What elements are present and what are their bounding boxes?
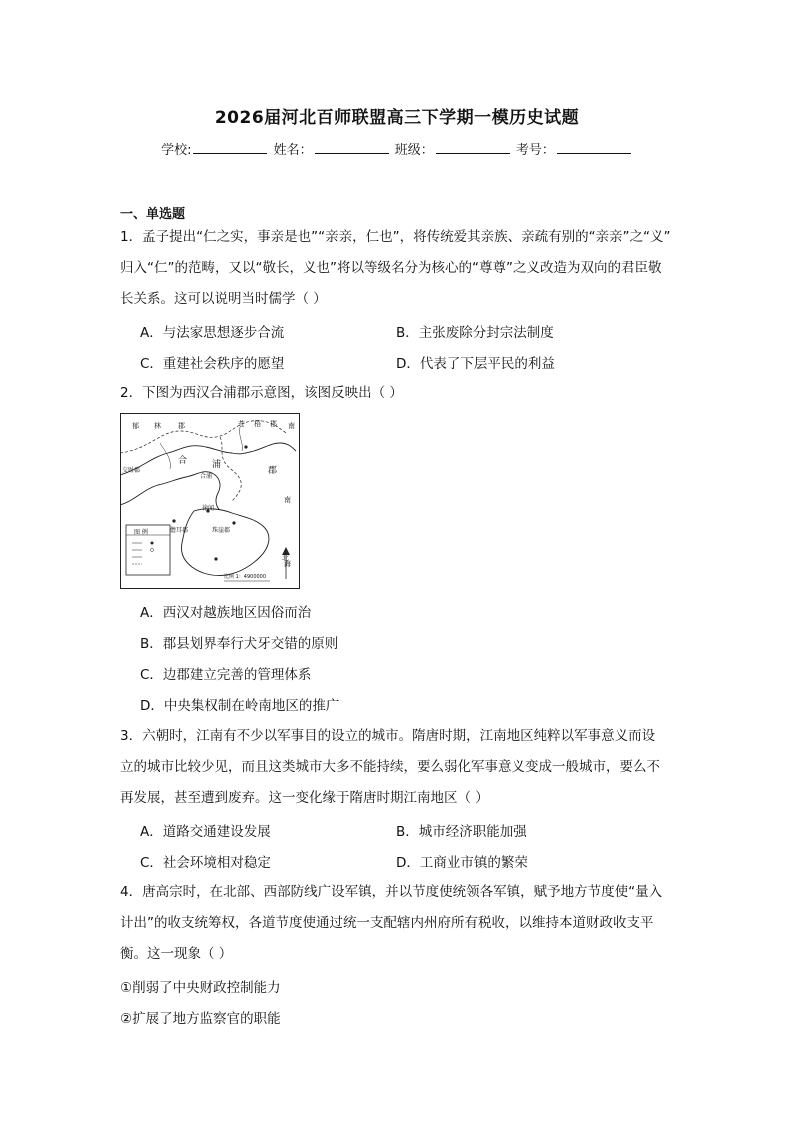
- map-place: 珠崖郡: [212, 527, 231, 534]
- question-2-option-d[interactable]: D．中央集权制在岭南地区的推广: [140, 698, 340, 714]
- question-2-line: 2．下图为西汉合浦郡示意图，该图反映出（ ）: [120, 385, 403, 401]
- question-4-line: 计出”的收支统筹权，各道节度使通过统一支配辖内州府所有税收，以维持本道财政收支平: [120, 915, 654, 931]
- map-label: 郁: [132, 422, 139, 430]
- name-blank: [315, 141, 389, 154]
- question-3-option-b[interactable]: B．城市经济职能加强: [396, 824, 527, 840]
- map-place: 徐闻: [202, 505, 215, 512]
- map-place: 儋耳郡: [170, 527, 189, 534]
- question-1-option-a[interactable]: A．与法家思想逐步合流: [140, 325, 285, 341]
- map-label: 郡: [268, 466, 278, 476]
- map-label: 海: [284, 560, 291, 568]
- map-drawing: [120, 413, 300, 589]
- number-label: 考号：: [515, 143, 555, 158]
- question-1-option-b[interactable]: B．主张废除分封宗法制度: [396, 325, 554, 341]
- question-4-subitem-1: ①削弱了中央财政控制能力: [120, 980, 281, 996]
- question-1-line: 长关系。这可以说明当时儒学（ ）: [120, 291, 327, 307]
- question-2-stem: [120, 378, 680, 409]
- question-1-option-d[interactable]: D．代表了下层平民的利益: [396, 356, 555, 372]
- north-label: 北: [282, 554, 289, 562]
- school-label: 学校:: [161, 143, 192, 158]
- section-heading: 一、单选题: [120, 207, 186, 222]
- map-label: 浦: [212, 460, 222, 470]
- question-1-line: 1．孟子提出“仁之实，事亲是也”“亲亲，仁也”，将传统爱其亲族、亲疏有别的“亲亲”之“义”: [120, 229, 671, 245]
- question-3-line: 立的城市比较少见，而且这类城市大多不能持续，要么弱化军事意义变成一般城市，要么不: [120, 759, 660, 775]
- question-2-option-b[interactable]: B．郡县划界奉行犬牙交错的原则: [140, 636, 339, 652]
- question-4-stem: [120, 877, 680, 970]
- question-3-option-a[interactable]: A．道路交通建设发展: [140, 824, 271, 840]
- class-label: 班级：: [394, 143, 434, 158]
- student-info-line: [0, 139, 794, 158]
- question-3-stem: [120, 721, 680, 814]
- map-label: 郡: [270, 420, 277, 428]
- map-place: 合浦: [200, 473, 213, 480]
- map-label: 郡: [178, 422, 185, 430]
- map-label: 苍: [238, 420, 245, 428]
- question-4-subitem-2: ②扩展了地方监察官的职能: [120, 1011, 281, 1027]
- question-2-option-a[interactable]: A．西汉对越族地区因俗而治: [140, 605, 312, 621]
- map-label: 合: [178, 456, 188, 466]
- question-1-line: 归入“仁”的范畴，又以“敬长，义也”将以等级名分为核心的“尊尊”之义改造为双向的君臣敬: [120, 260, 662, 276]
- map-label: 南: [288, 422, 295, 430]
- school-blank: [193, 141, 267, 154]
- question-3-option-d[interactable]: D．工商业市镇的繁荣: [396, 855, 528, 871]
- map-place: 交趾郡: [122, 467, 141, 474]
- question-4-line: 4．唐高宗时，在北部、西部防线广设军镇，并以节度使统领各军镇，赋予地方节度使“量入: [120, 884, 663, 900]
- question-2-option-c[interactable]: C．边郡建立完善的管理体系: [140, 667, 312, 683]
- question-4-line: 衡。这一现象（ ）: [120, 946, 233, 962]
- hepu-map-figure: [120, 413, 300, 589]
- map-label: 南: [284, 496, 291, 504]
- map-label: 林: [154, 422, 161, 430]
- map-label: 梧: [254, 420, 261, 428]
- class-blank: [436, 141, 510, 154]
- legend-title: 图 例: [134, 529, 148, 536]
- number-blank: [557, 141, 631, 154]
- question-3-line: 3．六朝时，江南有不少以军事目的设立的城市。隋唐时期，江南地区纯粹以军事意义而设: [120, 728, 656, 744]
- map-scale: 比例 1：4900000: [224, 574, 267, 580]
- question-1-option-c[interactable]: C．重建社会秩序的愿望: [140, 356, 285, 372]
- question-3-option-c[interactable]: C．社会环境相对稳定: [140, 855, 271, 871]
- name-label: 姓名：: [273, 143, 313, 158]
- question-3-line: 再发展，甚至遭到废弃。这一变化缘于隋唐时期江南地区（ ）: [120, 790, 489, 806]
- exam-title: 2026届河北百师联盟高三下学期一模历史试题: [214, 108, 580, 128]
- question-1-stem: [120, 222, 680, 315]
